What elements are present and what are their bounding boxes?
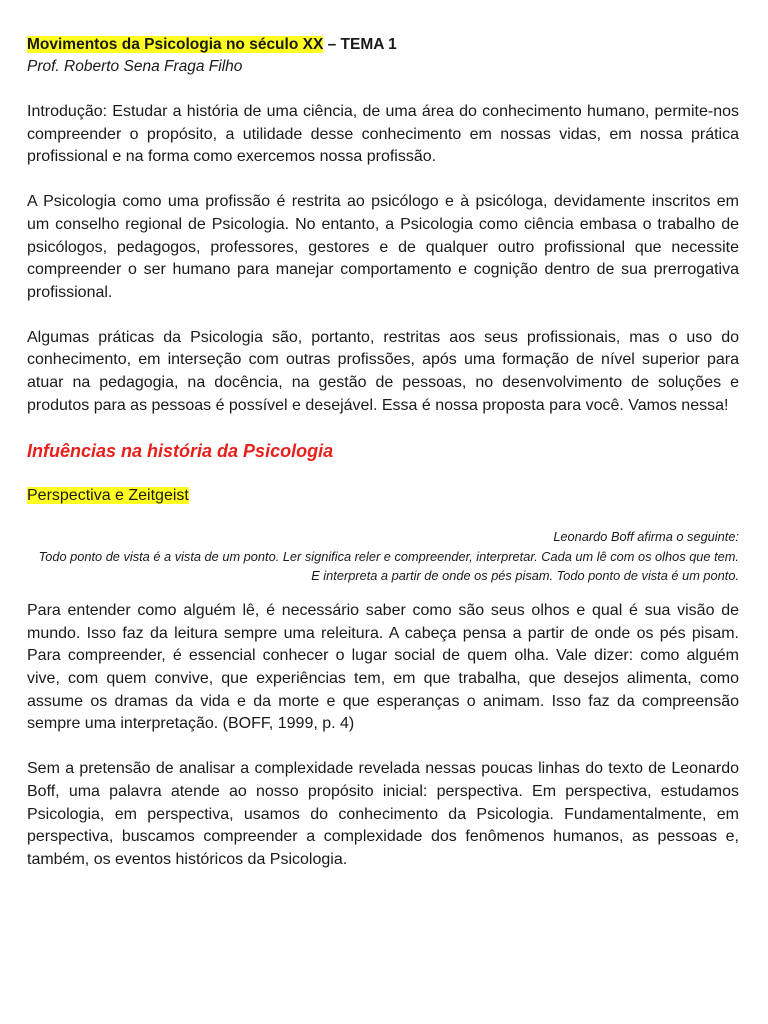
reading-paragraph: Para entender como alguém lê, é necessário saber como são seus olhos e qual é sua visão de mundo. Isso faz da leitura sempre uma releitura. A cabeça pensa a partir de onde os pés pisam. Para compreender, é essencial conhecer o lugar social de quem olha. Vale dizer: como alguém vive, com quem convive, que experiências tem, em que trabalha, que desejos alimenta, como assume os dramas da vida e da morte e que esperanças o animam. Isso faz da compreensão sempre uma interpretação. (BOFF, 1999, p. 4)	[27, 601, 739, 733]
section-heading: Infuências na história da Psicologia	[27, 441, 334, 462]
perspective-paragraph: Sem a pretensão de analisar a complexidade revelada nessas poucas linhas do texto de Leonardo Boff, uma palavra atende ao nosso propósito inicial: perspectiva. Em perspectiva, estudamos Psicologia, em perspectiva, usamos do conhecimento da Psicologia. Fundamentalmente, em perspectiva, buscamos compreender a complexidade dos fenômenos humanos, as pessoas e, também, os eventos históricos da Psicologia.	[27, 760, 739, 868]
document-page	[27, 34, 739, 894]
practices-paragraph: Algumas práticas da Psicologia são, portanto, restritas aos seus profissionais, mas o uso do conhecimento, em interseção com outras profissões, após uma formação de nível superior para atuar na pedagogia, na docência, na gestão de pessoas, no desenvolvimento de soluções e produtos para as pessoas é possível e desejável. Essa é nossa proposta para você. Vamos nessa!	[27, 328, 739, 414]
document-title	[27, 34, 739, 56]
subsection-heading	[27, 485, 739, 507]
quote-text: Todo ponto de vista é a vista de um ponto. Ler significa reler e compreender, interpretar. Cada um lê com os olhos que tem. E interpreta a partir de onde os pés pisam. Todo ponto de vista é um ponto.	[38, 548, 739, 584]
author-line: Prof. Roberto Sena Fraga Filho	[27, 58, 243, 75]
subsection-heading-text: Perspectiva e Zeitgeist	[27, 487, 189, 505]
title-theme: – TEMA 1	[323, 36, 397, 53]
profession-paragraph: A Psicologia como uma profissão é restrita ao psicólogo e à psicóloga, devidamente inscritos em um conselho regional de Psicologia. No entanto, a Psicologia como ciência embasa o trabalho de psicólogos, pedagogos, professores, gestores e de qualquer outro profissional que necessite compreender o ser humano para manejar comportamento e cognição dentro de sua prerrogativa profissional.	[27, 193, 739, 301]
block-quote	[27, 527, 739, 586]
title-highlighted: Movimentos da Psicologia no século XX	[27, 36, 324, 53]
intro-paragraph: Introdução: Estudar a história de uma ciência, de uma área do conhecimento humano, permite-nos compreender o propósito, a utilidade desse conhecimento em nossas vidas, em nossa prática profissional e na forma como exercemos nossa profissão.	[27, 103, 739, 166]
quote-intro: Leonardo Boff afirma o seguinte:	[553, 529, 739, 545]
